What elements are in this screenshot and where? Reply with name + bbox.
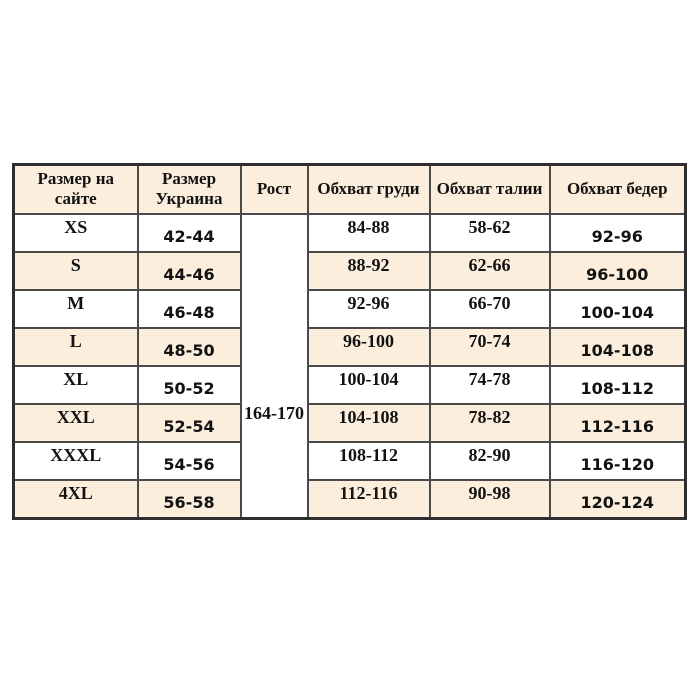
ukraine-size-cell: 52-54	[138, 404, 241, 442]
ukraine-size-cell: 42-44	[138, 214, 241, 252]
size-row-xxl	[14, 404, 686, 442]
ukraine-size-cell: 56-58	[138, 480, 241, 518]
hips-cell: 108-112	[550, 366, 686, 404]
size-chart-table	[12, 163, 687, 520]
waist-cell: 58-62	[430, 214, 550, 252]
site-size-cell: M	[14, 290, 138, 328]
chest-cell: 92-96	[308, 290, 430, 328]
header-waist: Обхват талии	[430, 165, 550, 215]
waist-cell: 90-98	[430, 480, 550, 518]
size-row-m	[14, 290, 686, 328]
waist-cell: 82-90	[430, 442, 550, 480]
hips-cell: 92-96	[550, 214, 686, 252]
size-row-4xl	[14, 480, 686, 518]
chest-cell: 96-100	[308, 328, 430, 366]
hips-cell: 104-108	[550, 328, 686, 366]
size-row-l	[14, 328, 686, 366]
waist-cell: 70-74	[430, 328, 550, 366]
size-row-xxxl	[14, 442, 686, 480]
site-size-cell: L	[14, 328, 138, 366]
chest-cell: 84-88	[308, 214, 430, 252]
chest-cell: 88-92	[308, 252, 430, 290]
waist-cell: 74-78	[430, 366, 550, 404]
site-size-cell: XXXL	[14, 442, 138, 480]
ukraine-size-cell: 48-50	[138, 328, 241, 366]
hips-cell: 120-124	[550, 480, 686, 518]
header-height: Рост	[241, 165, 308, 215]
site-size-cell: S	[14, 252, 138, 290]
ukraine-size-cell: 54-56	[138, 442, 241, 480]
ukraine-size-cell: 50-52	[138, 366, 241, 404]
ukraine-size-cell: 46-48	[138, 290, 241, 328]
size-row-xs	[14, 214, 686, 252]
waist-cell: 78-82	[430, 404, 550, 442]
header-hips: Обхват бедер	[550, 165, 686, 215]
chest-cell: 104-108	[308, 404, 430, 442]
height-cell: 164-170	[241, 214, 308, 518]
hips-cell: 100-104	[550, 290, 686, 328]
site-size-cell: XS	[14, 214, 138, 252]
site-size-cell: XXL	[14, 404, 138, 442]
hips-cell: 112-116	[550, 404, 686, 442]
header-ukraine-size: Размер Украина	[138, 165, 241, 215]
waist-cell: 66-70	[430, 290, 550, 328]
hips-cell: 96-100	[550, 252, 686, 290]
site-size-cell: XL	[14, 366, 138, 404]
chest-cell: 108-112	[308, 442, 430, 480]
hips-cell: 116-120	[550, 442, 686, 480]
header-site-size: Размер на сайте	[14, 165, 138, 215]
ukraine-size-cell: 44-46	[138, 252, 241, 290]
size-row-xl	[14, 366, 686, 404]
size-row-s	[14, 252, 686, 290]
site-size-cell: 4XL	[14, 480, 138, 518]
header-row	[14, 165, 686, 215]
chest-cell: 100-104	[308, 366, 430, 404]
chest-cell: 112-116	[308, 480, 430, 518]
waist-cell: 62-66	[430, 252, 550, 290]
header-chest: Обхват груди	[308, 165, 430, 215]
